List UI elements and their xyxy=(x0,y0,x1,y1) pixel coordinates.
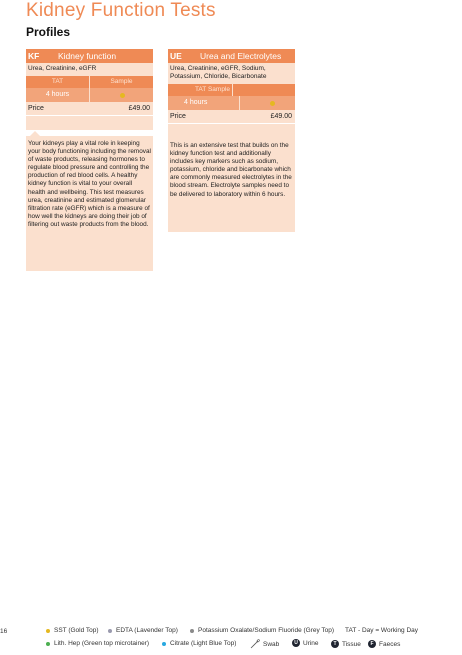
tat-value: 4 hours xyxy=(184,99,208,106)
test-card-ue xyxy=(168,49,295,232)
tat-header xyxy=(168,84,295,96)
lith-dot-icon xyxy=(46,642,50,646)
section-subtitle: Profiles xyxy=(26,25,71,39)
test-list: Urea, Creatinine, eGFR xyxy=(26,63,153,76)
test-list: Urea, Creatinine, eGFR, Sodium, Potassium, Chloride, Bicarbonate xyxy=(168,63,295,84)
legend-label: Faeces xyxy=(379,640,401,648)
tat-header xyxy=(26,76,153,88)
page-number: 16 xyxy=(0,628,8,635)
price-value: £49.00 xyxy=(270,113,292,120)
legend-urine xyxy=(292,639,319,647)
price-label: Price xyxy=(170,113,186,120)
legend-label: Swab xyxy=(263,640,280,648)
tat-values xyxy=(26,88,153,102)
legend-sst xyxy=(46,627,99,634)
legend-lith xyxy=(46,640,149,647)
card-spacer xyxy=(26,116,153,130)
potassium-dot-icon xyxy=(190,629,194,633)
pointer-icon xyxy=(30,131,40,136)
legend-label: Potassium Oxalate/Sodium Fluoride (Grey Top) xyxy=(198,627,335,634)
legend-label: Tissue xyxy=(342,640,361,648)
card-spacer xyxy=(168,124,295,138)
tat-values xyxy=(168,96,295,110)
card-header xyxy=(26,49,153,63)
tat-label: TAT xyxy=(51,78,64,85)
urine-badge-icon: U xyxy=(292,639,300,647)
legend-label: Citrate (Light Blue Top) xyxy=(170,640,237,647)
sst-tube-icon xyxy=(270,101,275,106)
card-header xyxy=(168,49,295,63)
sample-cell xyxy=(239,96,295,110)
price-row xyxy=(26,102,153,116)
sst-dot-icon xyxy=(46,629,50,633)
sample-cell xyxy=(89,88,153,102)
tissue-badge-icon: T xyxy=(331,640,339,648)
legend-potassium xyxy=(190,627,334,634)
page-title: Kidney Function Tests xyxy=(26,0,216,21)
legend-tissue xyxy=(331,640,361,648)
legend-edta xyxy=(108,627,178,634)
sst-tube-icon xyxy=(120,93,125,98)
test-name: Kidney function xyxy=(58,51,117,61)
tat-label: TAT Sample xyxy=(194,86,230,93)
legend-label: TAT - Day = Working Day xyxy=(345,627,419,634)
legend-citrate xyxy=(162,640,236,647)
blank-header xyxy=(232,84,295,96)
test-card-kf xyxy=(26,49,153,271)
test-code: KF xyxy=(28,51,40,61)
legend-label: Urine xyxy=(303,639,319,647)
legend-swab xyxy=(250,639,279,649)
legend-faeces xyxy=(368,640,400,648)
price-label: Price xyxy=(28,105,44,112)
test-code: UE xyxy=(170,51,182,61)
price-row xyxy=(168,110,295,124)
price-value: £49.00 xyxy=(128,105,150,112)
sample-label: Sample xyxy=(89,76,153,88)
legend-label: SST (Gold Top) xyxy=(54,627,99,634)
legend-label: Lith. Hep (Green top microtainer) xyxy=(54,640,150,647)
test-description: This is an extensive test that builds on the kidney function test and additionally includes key markers such as sodium, potassium, chloride and bicarbonate which are commonly measured electrolytes in the blood stream. Electrolyte samples need to be delivered to laboratory within 6 hours. xyxy=(168,138,295,232)
pointer-gap xyxy=(26,130,153,136)
swab-icon xyxy=(250,639,260,649)
legend-tat-note xyxy=(345,627,418,634)
tat-value: 4 hours xyxy=(45,91,70,98)
legend-label: EDTA (Lavender Top) xyxy=(116,627,178,634)
citrate-dot-icon xyxy=(162,642,166,646)
faeces-badge-icon: F xyxy=(368,640,376,648)
test-description: Your kidneys play a vital role in keeping your body functioning including the removal of waste products, releasing hormones to regulate blood pressure and controlling the production of red blood cells. A healthy kidney function is vital to your overall health and wellbeing. This test measures urea, creatinine and estimated glomerular filtration rate (eGFR) which is a measure of how well the kidneys are doing their job of filtering out waste products from the blood. xyxy=(26,136,153,271)
test-name: Urea and Electrolytes xyxy=(200,51,282,61)
edta-dot-icon xyxy=(108,629,112,633)
